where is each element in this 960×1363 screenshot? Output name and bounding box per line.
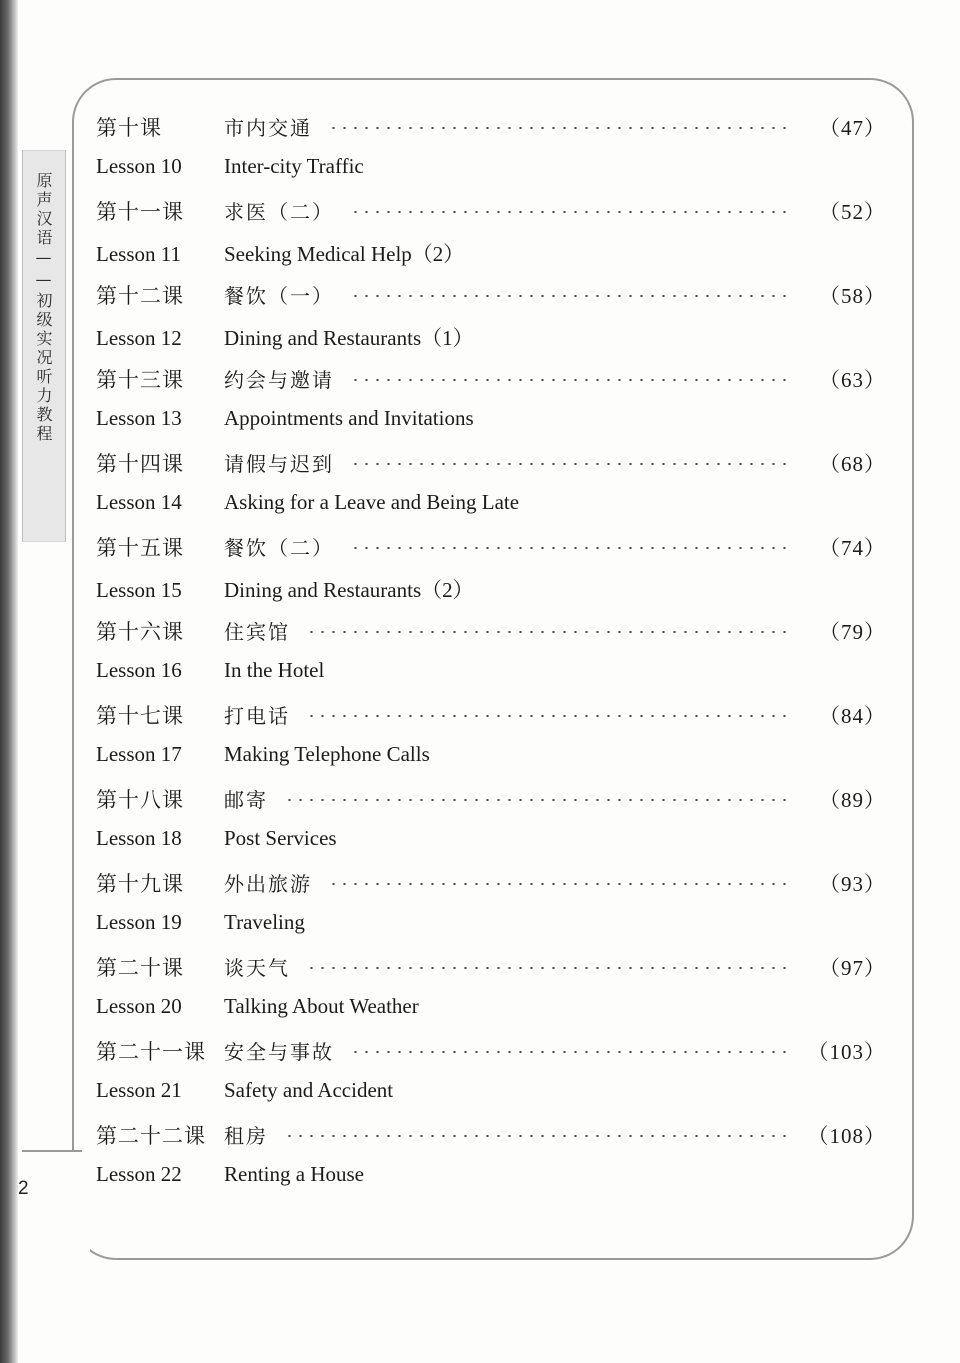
lesson-title-en: Talking About Weather [224, 994, 419, 1018]
lesson-number-cn: 第十三课 [96, 368, 184, 392]
leader-dots [328, 115, 794, 135]
table-of-contents [96, 112, 886, 1204]
leader-dots [350, 451, 794, 471]
toc-entry[interactable] [96, 616, 886, 700]
lesson-title-cn: 邮寄 [224, 788, 268, 812]
lesson-title-cn: 约会与邀请 [224, 368, 334, 392]
leader-dots [306, 703, 794, 723]
lesson-number-en: Lesson 13 [96, 406, 182, 430]
lesson-title-en: Dining and Restaurants（1） [224, 326, 474, 350]
toc-entry[interactable] [96, 1120, 886, 1204]
lesson-title-cn: 租房 [224, 1124, 268, 1148]
lesson-number-en: Lesson 22 [96, 1162, 182, 1186]
leader-dots [306, 619, 794, 639]
book-binding-edge [0, 0, 18, 1363]
lesson-number-cn: 第二十二课 [96, 1124, 206, 1148]
lesson-number-en: Lesson 11 [96, 242, 181, 266]
lesson-title-en: Safety and Accident [224, 1078, 394, 1102]
leader-dots [350, 283, 794, 303]
toc-entry[interactable] [96, 364, 886, 448]
lesson-page-number: （79） [819, 620, 886, 644]
lesson-title-en: Appointments and Invitations [224, 406, 474, 430]
lesson-title-cn: 外出旅游 [224, 872, 312, 896]
lesson-title-cn: 餐饮（一） [224, 284, 334, 308]
lesson-page-number: （103） [807, 1040, 886, 1064]
lesson-title-en: Traveling [224, 910, 305, 934]
lesson-title-en: Making Telephone Calls [224, 742, 430, 766]
lesson-title-en: Dining and Restaurants（2） [224, 578, 474, 602]
lesson-number-cn: 第二十课 [96, 956, 184, 980]
lesson-page-number: （93） [819, 872, 886, 896]
lesson-page-number: （47） [819, 116, 886, 140]
lesson-page-number: （68） [819, 452, 886, 476]
lesson-title-en: Inter-city Traffic [224, 154, 364, 178]
lesson-title-cn: 谈天气 [224, 956, 290, 980]
lesson-page-number: （74） [819, 536, 886, 560]
page-number: 2 [18, 1178, 29, 1199]
toc-entry[interactable] [96, 868, 886, 952]
leader-dots [284, 787, 794, 807]
lesson-number-cn: 第十课 [96, 116, 162, 140]
leader-dots [306, 955, 794, 975]
toc-entry[interactable] [96, 280, 886, 364]
lesson-page-number: （58） [819, 284, 886, 308]
lesson-number-cn: 第十九课 [96, 872, 184, 896]
lesson-page-number: （97） [819, 956, 886, 980]
spine-title: 原声汉语——初级实况听力教程 [34, 172, 53, 444]
lesson-number-cn: 第十四课 [96, 452, 184, 476]
lesson-number-cn: 第十一课 [96, 200, 184, 224]
leader-dots [350, 1039, 794, 1059]
lesson-number-en: Lesson 15 [96, 578, 182, 602]
lesson-number-en: Lesson 18 [96, 826, 182, 850]
lesson-title-cn: 求医（二） [224, 200, 334, 224]
lesson-page-number: （63） [819, 368, 886, 392]
toc-entry[interactable] [96, 112, 886, 196]
leader-dots [350, 367, 794, 387]
lesson-page-number: （52） [819, 200, 886, 224]
lesson-title-cn: 市内交通 [224, 116, 312, 140]
leader-dots [350, 199, 794, 219]
lesson-number-cn: 第十七课 [96, 704, 184, 728]
lesson-title-en: Seeking Medical Help（2） [224, 242, 465, 266]
leader-dots [284, 1123, 794, 1143]
lesson-number-cn: 第十六课 [96, 620, 184, 644]
lesson-title-cn: 请假与迟到 [224, 452, 334, 476]
lesson-number-cn: 第十五课 [96, 536, 184, 560]
toc-entry[interactable] [96, 196, 886, 280]
lesson-number-cn: 第十二课 [96, 284, 184, 308]
content-frame-notch [56, 1150, 90, 1270]
toc-entry[interactable] [96, 532, 886, 616]
lesson-page-number: （89） [819, 788, 886, 812]
toc-entry[interactable] [96, 784, 886, 868]
lesson-number-en: Lesson 19 [96, 910, 182, 934]
lesson-number-en: Lesson 20 [96, 994, 182, 1018]
lesson-number-en: Lesson 14 [96, 490, 182, 514]
lesson-number-cn: 第二十一课 [96, 1040, 206, 1064]
content-frame-notch-line [22, 1150, 82, 1152]
leader-dots [328, 871, 794, 891]
lesson-number-en: Lesson 21 [96, 1078, 182, 1102]
lesson-title-cn: 餐饮（二） [224, 536, 334, 560]
lesson-title-cn: 打电话 [224, 704, 290, 728]
toc-entry[interactable] [96, 952, 886, 1036]
lesson-number-en: Lesson 12 [96, 326, 182, 350]
toc-entry[interactable] [96, 1036, 886, 1120]
toc-entry[interactable] [96, 700, 886, 784]
lesson-number-en: Lesson 17 [96, 742, 182, 766]
toc-entry[interactable] [96, 448, 886, 532]
lesson-number-cn: 第十八课 [96, 788, 184, 812]
lesson-number-en: Lesson 16 [96, 658, 182, 682]
lesson-title-cn: 住宾馆 [224, 620, 290, 644]
lesson-page-number: （84） [819, 704, 886, 728]
lesson-title-en: Asking for a Leave and Being Late [224, 490, 520, 514]
lesson-title-en: Post Services [224, 826, 337, 850]
leader-dots [350, 535, 794, 555]
lesson-title-en: Renting a House [224, 1162, 364, 1186]
lesson-number-en: Lesson 10 [96, 154, 182, 178]
lesson-title-en: In the Hotel [224, 658, 325, 682]
lesson-title-cn: 安全与事故 [224, 1040, 334, 1064]
lesson-page-number: （108） [807, 1124, 886, 1148]
